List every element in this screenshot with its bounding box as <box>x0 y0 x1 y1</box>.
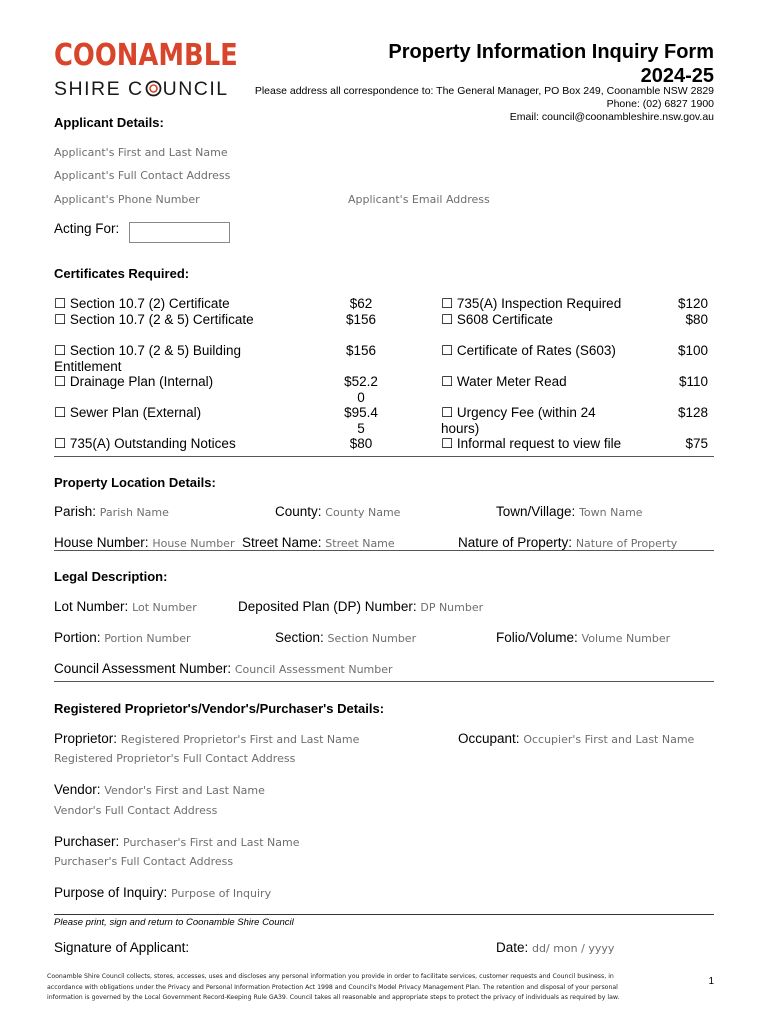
cert-price: $80 <box>349 436 373 451</box>
divider <box>54 456 714 457</box>
purpose-of-inquiry-field[interactable]: Purpose of Inquiry: Purpose of Inquiry <box>54 885 272 900</box>
logo-wordmark-bottom: SHIRE C UNCIL <box>54 78 229 100</box>
cert-price: $120 <box>677 296 708 311</box>
cert-price: $100 <box>677 343 708 358</box>
section-field[interactable]: Section: Section Number <box>275 630 417 645</box>
purchaser-address-field[interactable]: Purchaser's Full Contact Address <box>54 855 234 868</box>
logo-o-icon <box>145 80 162 97</box>
county-field[interactable]: County: County Name <box>275 504 401 519</box>
purchaser-name-field[interactable]: Purchaser: Purchaser's First and Last Name <box>54 834 300 849</box>
contact-block <box>255 85 714 124</box>
cert-price: $156 <box>345 343 377 358</box>
vendor-address-field[interactable]: Vendor's Full Contact Address <box>54 804 218 817</box>
parish-field[interactable]: Parish: Parish Name <box>54 504 169 519</box>
nature-of-property-field[interactable]: Nature of Property: Nature of Property <box>458 535 678 550</box>
cert-price: $95.45 <box>344 405 378 436</box>
cert-checkbox-735a-inspection[interactable]: ☐ 735(A) Inspection Required <box>441 296 622 311</box>
cert-checkbox-s608[interactable]: ☐ S608 Certificate <box>441 312 553 327</box>
contact-phone: Phone: (02) 6827 1900 <box>606 98 714 110</box>
legal-heading: Legal Description: <box>54 569 168 584</box>
cert-price: $62 <box>349 296 373 311</box>
logo-wordmark-top: COONAMBLE <box>54 38 238 73</box>
applicant-phone-field[interactable]: Applicant's Phone Number <box>54 193 200 206</box>
folio-volume-field[interactable]: Folio/Volume: Volume Number <box>496 630 671 645</box>
cert-price: $110 <box>678 374 708 389</box>
cert-checkbox-informal-view[interactable]: ☐ Informal request to view file <box>441 436 622 451</box>
vendor-name-field[interactable]: Vendor: Vendor's First and Last Name <box>54 782 265 797</box>
cert-price: $75 <box>685 436 708 451</box>
cert-checkbox-drainage[interactable]: ☐ Drainage Plan (Internal) <box>54 374 214 389</box>
acting-for-input[interactable] <box>129 222 230 243</box>
proprietor-heading: Registered Proprietor's/Vendor's/Purchaser's Details: <box>54 701 385 716</box>
town-field[interactable]: Town/Village: Town Name <box>496 504 643 519</box>
certificates-heading: Certificates Required: <box>54 266 190 281</box>
cert-checkbox-sewer[interactable]: ☐ Sewer Plan (External) <box>54 405 202 420</box>
divider <box>54 914 714 915</box>
cert-price: $128 <box>677 405 708 420</box>
lot-number-field[interactable]: Lot Number: Lot Number <box>54 599 197 614</box>
cert-checkbox-urgency[interactable]: ☐ Urgency Fee (within 24 hours) <box>441 405 596 436</box>
property-heading: Property Location Details: <box>54 475 216 490</box>
cert-price: $80 <box>685 312 708 327</box>
contact-address: Please address all correspondence to: The General Manager, PO Box 249, Coonamble NSW 2829 <box>254 85 714 97</box>
page-number: 1 <box>708 976 714 987</box>
acting-for-label: Acting For: <box>54 221 120 236</box>
applicant-email-field[interactable]: Applicant's Email Address <box>348 193 490 206</box>
cert-checkbox-10-7-building[interactable]: ☐ Section 10.7 (2 & 5) Building Entitlement <box>54 343 241 374</box>
street-name-field[interactable]: Street Name: Street Name <box>242 535 395 550</box>
divider <box>54 550 714 551</box>
return-note: Please print, sign and return to Coonamble Shire Council <box>54 917 294 928</box>
proprietor-name-field[interactable]: Proprietor: Registered Proprietor's First and Last Name <box>54 731 360 746</box>
contact-email: Email: council@coonambleshire.nsw.gov.au <box>509 111 714 123</box>
applicant-heading: Applicant Details: <box>54 115 164 130</box>
portion-field[interactable]: Portion: Portion Number <box>54 630 191 645</box>
divider <box>54 681 714 682</box>
cert-checkbox-10-7-2-5[interactable]: ☐ Section 10.7 (2 & 5) Certificate <box>54 312 254 327</box>
house-number-field[interactable]: House Number: House Number <box>54 535 235 550</box>
occupant-name-field[interactable]: Occupant: Occupier's First and Last Name <box>458 731 695 746</box>
cert-checkbox-water-meter[interactable]: ☐ Water Meter Read <box>441 374 567 389</box>
cert-checkbox-735a-notices[interactable]: ☐ 735(A) Outstanding Notices <box>54 436 236 451</box>
privacy-notice: Coonamble Shire Council collects, stores, accesses, uses and discloses any personal information you provide in order to facilitate services, customer requests and Council business, in accordance with obligations under the Privacy and Personal Information Protection Act 1998 and Council's Model Privacy Management Plan. The retention and disposal of your personal information is governed by the Local Government Record-Keeping Rule GA39. Council takes all reasonable and appropriate steps to protect the privacy of individuals as required by law. <box>47 973 620 1001</box>
assessment-number-field[interactable]: Council Assessment Number: Council Assessment Number <box>54 661 393 676</box>
dp-number-field[interactable]: Deposited Plan (DP) Number: DP Number <box>238 599 484 614</box>
signature-field[interactable]: Signature of Applicant: <box>54 940 190 955</box>
applicant-name-field[interactable]: Applicant's First and Last Name <box>54 146 228 159</box>
cert-price: $156 <box>345 312 377 327</box>
applicant-address-field[interactable]: Applicant's Full Contact Address <box>54 169 231 182</box>
proprietor-address-field[interactable]: Registered Proprietor's Full Contact Address <box>54 752 296 765</box>
cert-checkbox-10-7-2[interactable]: ☐ Section 10.7 (2) Certificate <box>54 296 230 311</box>
cert-price: $52.20 <box>344 374 378 405</box>
date-field[interactable]: Date: dd/ mon / yyyy <box>496 940 615 955</box>
form-title: Property Information Inquiry Form 2024-25 <box>388 41 714 87</box>
cert-checkbox-rates[interactable]: ☐ Certificate of Rates (S603) <box>441 343 616 358</box>
